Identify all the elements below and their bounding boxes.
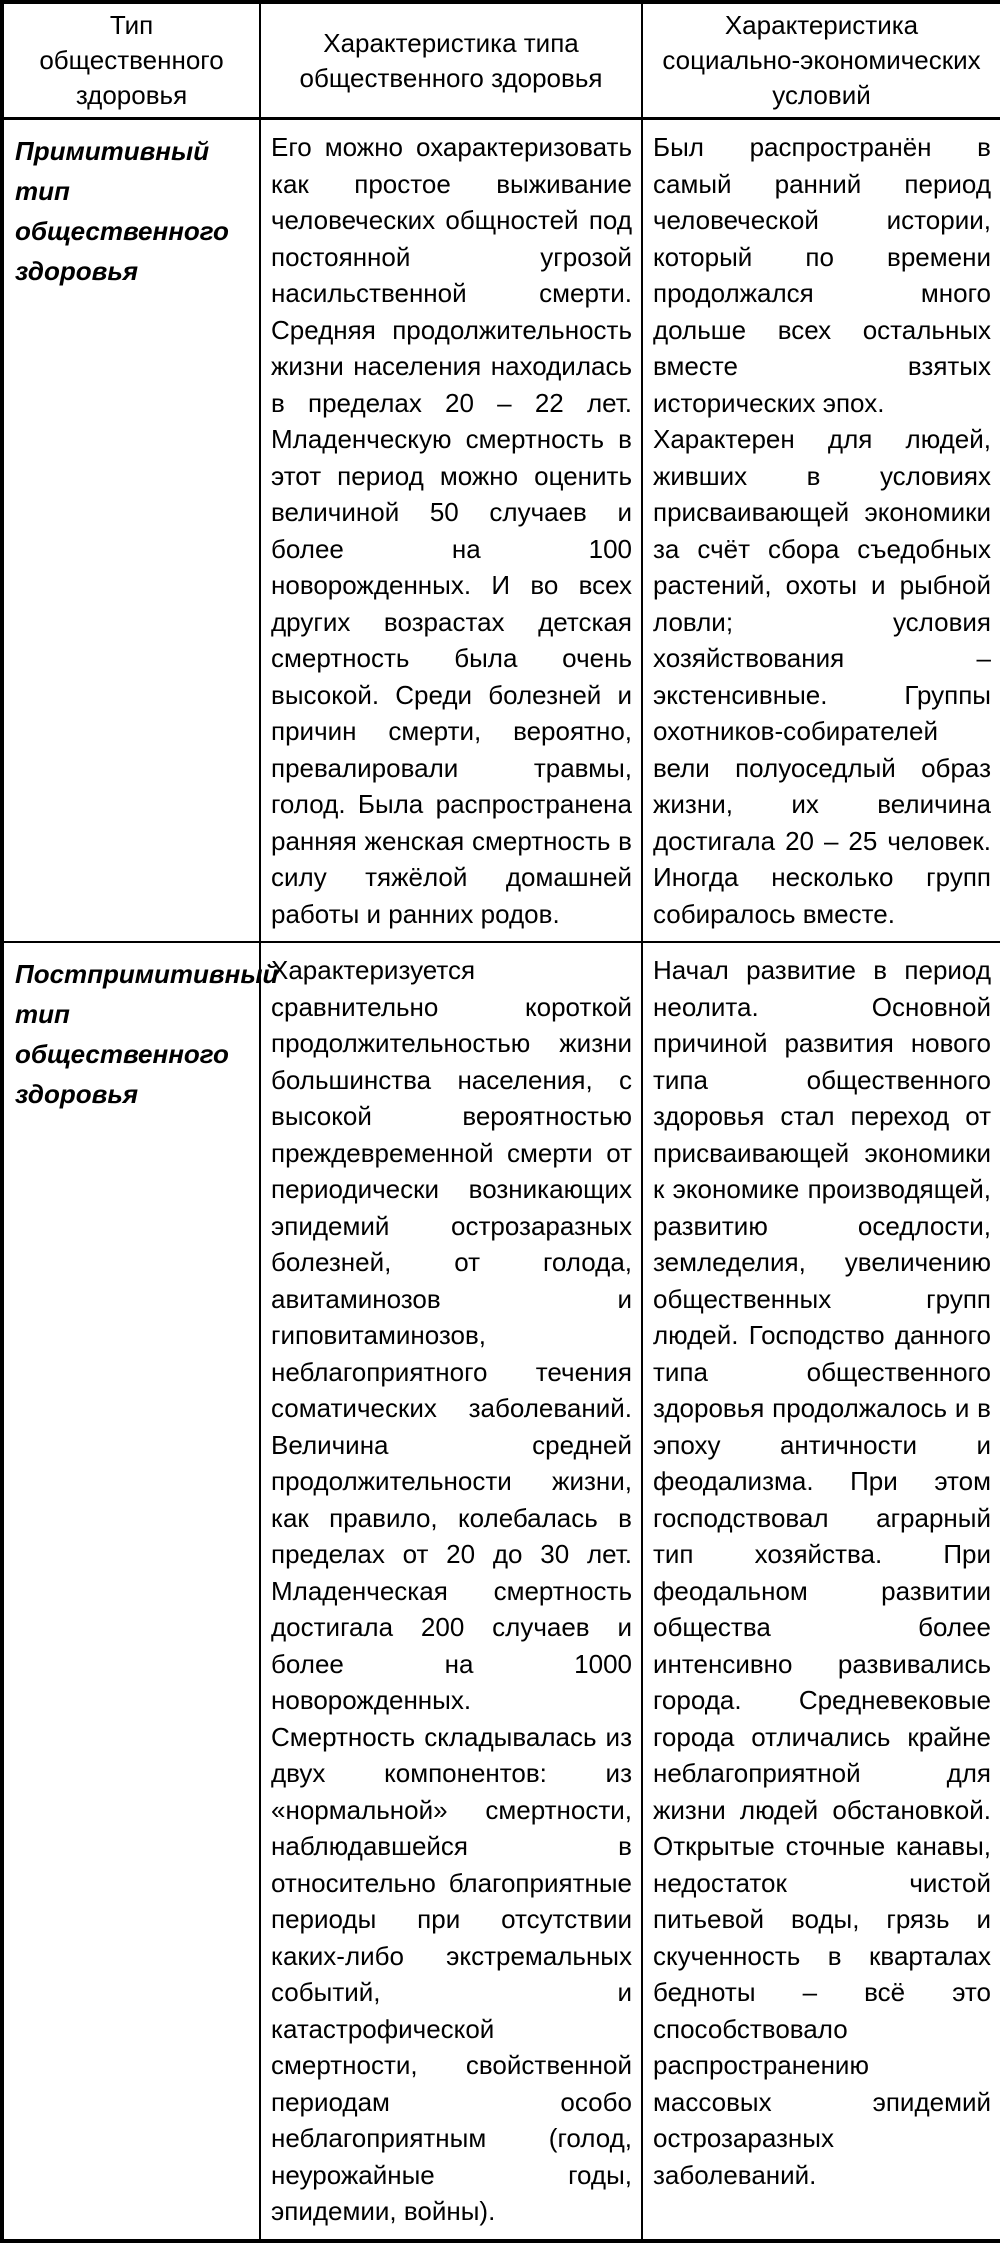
- primitive-type-label: Примитивный тип общественного здоровья: [2, 119, 260, 943]
- header-cell-type-characteristic: Характеристика типа общественного здоровья: [260, 2, 642, 119]
- postprimitive-type-label: Постпримитивный тип общественного здоровья: [2, 942, 260, 2241]
- postprimitive-characteristic-cell: [260, 942, 642, 2241]
- table-row-postprimitive: [2, 942, 1000, 2241]
- header-row: [2, 2, 1000, 119]
- paragraph: Был распространён в самый ранний период человеческой истории, который по времени продолжался много дольше всех остальных вместе взятых исторических эпох.: [653, 132, 991, 418]
- paragraph: Его можно охарактеризовать как простое выживание человеческих общностей под постоянной угрозой насильственной смерти. Средняя продолжительность жизни населения находилась в пределах 20 – 22 лет. Младенческую смертность в этот период можно оценить величиной 50 случаев и более на 100 новорожденных. И во всех других возрастах детская смертность была очень высокой. Среди болезней и причин смерти, вероятно, превалировали травмы, голод. Была распространена ранняя женская смертность в силу тяжёлой домашней работы и ранних родов.: [271, 132, 632, 929]
- header-cell-socioeconomic-conditions: Характеристика социально-экономических условий: [642, 2, 1000, 119]
- postprimitive-conditions-cell: [642, 942, 1000, 2241]
- primitive-characteristic-cell: [260, 119, 642, 943]
- header-cell-type: Тип общественного здоровья: [2, 2, 260, 119]
- primitive-conditions-cell: [642, 119, 1000, 943]
- paragraph: Характеризуется сравнительно короткой продолжительностью жизни большинства населения, с высокой вероятностью преждевременной смерти от периодически возникающих эпидемий острозаразных болезней, от голода, авитаминозов и гиповитаминозов, неблагоприятного течения соматических заболеваний. Величина средней продолжительности жизни, как правило, колебалась в пределах от 20 до 30 лет. Младенческая смертность достигала 200 случаев и более на 1000 новорожденных.: [271, 955, 632, 1715]
- paragraph: Смертность складывалась из двух компонентов: из «нормальной» смертности, наблюдавшейся в относительно благоприятные периоды при отсутствии каких-либо экстремальных событий, и катастрофической смертности, свойственной периодам особо неблагоприятным (голод, неурожайные годы, эпидемии, войны).: [271, 1721, 632, 2226]
- table-row-primitive: [2, 119, 1000, 943]
- paragraph: Характерен для людей, живших в условиях присваивающей экономики за счёт сбора съедобных растений, охоты и рыбной ловли; условия хозяйствования – экстенсивные. Группы охотников-собирателей вели полуоседлый образ жизни, их величина достигала 20 – 25 человек. Иногда несколько групп собиралось вместе.: [653, 424, 991, 929]
- paragraph: Начал развитие в период неолита. Основной причиной развития нового типа общественного здоровья стал переход от присваивающей экономики к экономике производящей, развитию оседлости, земледелия, увеличению общественных групп людей. Господство данного типа общественного здоровья продолжалось и в эпоху античности и феодализма. При этом господствовал аграрный тип хозяйства. При феодальном развитии общества более интенсивно развивались города. Средневековые города отличались крайне неблагоприятной для жизни людей обстановкой. Открытые сточные канавы, недостаток чистой питьевой воды, грязь и скученность в кварталах бедноты – всё это способствовало распространению массовых эпидемий острозаразных заболеваний.: [653, 955, 991, 2190]
